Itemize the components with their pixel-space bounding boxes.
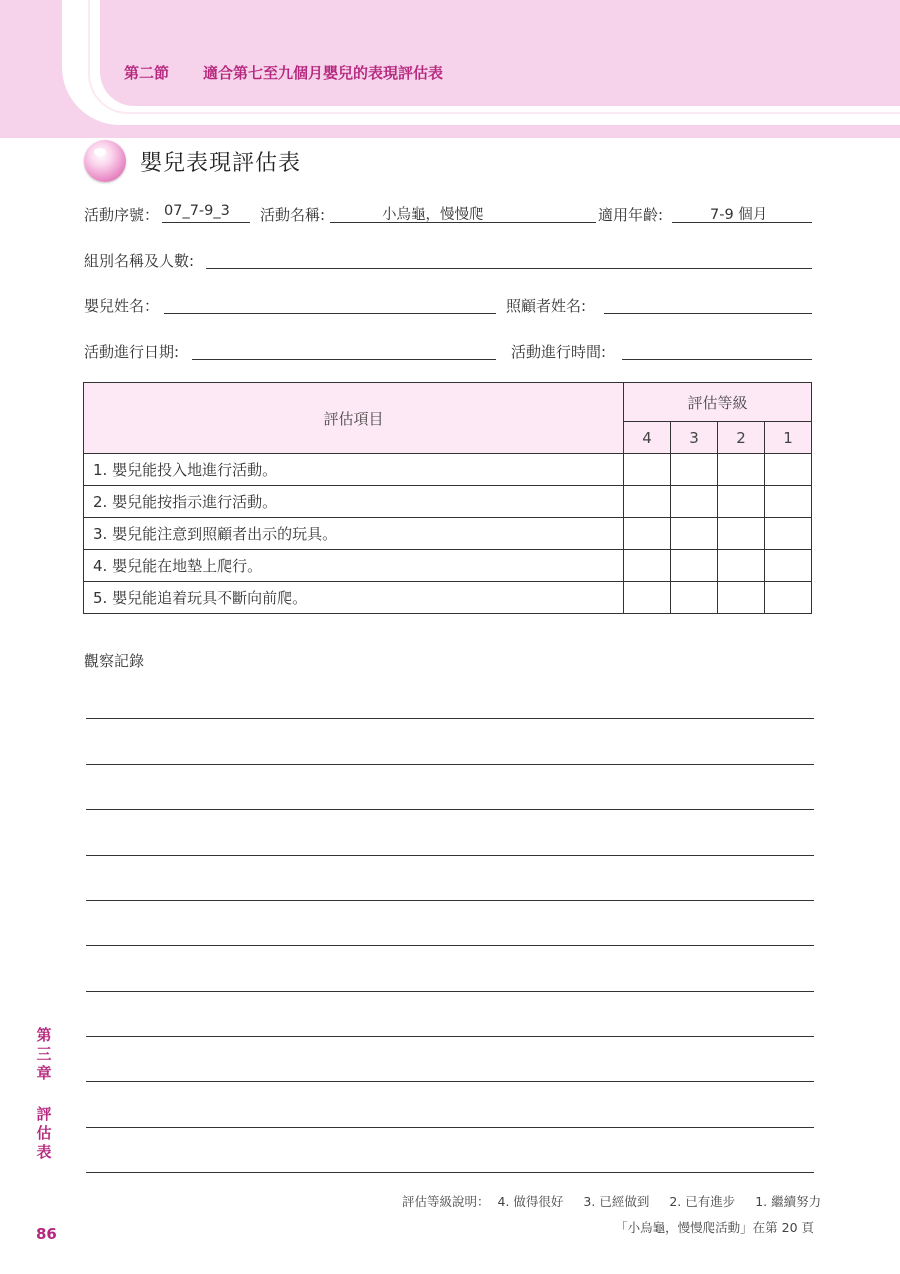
rating-cell[interactable]	[671, 454, 718, 486]
activity-name-value: 小烏龜，慢慢爬	[382, 207, 484, 223]
observation-line[interactable]	[86, 991, 814, 992]
chapter-sidebar	[36, 1026, 52, 1162]
header-title	[124, 62, 443, 83]
rating-cell[interactable]	[671, 582, 718, 614]
rating-cell[interactable]	[765, 550, 812, 582]
rating-cell[interactable]	[624, 454, 671, 486]
rating-cell[interactable]	[624, 518, 671, 550]
rating-cell[interactable]	[718, 582, 765, 614]
observation-line[interactable]	[86, 855, 814, 856]
legend-item: 1. 繼續努力	[755, 1194, 822, 1209]
observation-line[interactable]	[86, 764, 814, 765]
group-label: 組別名稱及人數:	[84, 252, 195, 270]
caregiver-field[interactable]	[604, 295, 812, 314]
topic-char: 估	[36, 1124, 52, 1142]
rating-cell[interactable]	[624, 550, 671, 582]
rating-cell[interactable]	[765, 582, 812, 614]
rating-cell[interactable]	[718, 550, 765, 582]
item-text: 3. 嬰兒能注意到照顧者出示的玩具。	[84, 518, 624, 550]
header-tab	[100, 0, 900, 106]
observation-line[interactable]	[86, 945, 814, 946]
activity-name-label: 活動名稱:	[260, 206, 326, 224]
observation-line[interactable]	[86, 1172, 814, 1173]
level-header: 評估等級	[624, 383, 812, 422]
observation-line[interactable]	[86, 1081, 814, 1082]
time-field[interactable]	[622, 341, 812, 360]
rating-cell[interactable]	[718, 454, 765, 486]
time-label: 活動進行時間:	[511, 343, 607, 361]
rating-cell[interactable]	[671, 486, 718, 518]
level-4-header: 4	[624, 422, 671, 454]
pearl-bullet-icon	[84, 140, 126, 182]
chapter-char: 三	[36, 1045, 52, 1063]
activity-no-value: 07_7-9_3	[164, 203, 230, 219]
observation-line[interactable]	[86, 900, 814, 901]
table-row	[84, 550, 812, 582]
item-text: 2. 嬰兒能按指示進行活動。	[84, 486, 624, 518]
evaluation-table	[83, 382, 812, 614]
date-label: 活動進行日期:	[84, 343, 180, 361]
activity-no-field[interactable]	[162, 204, 250, 223]
page-title: 嬰兒表現評估表	[140, 150, 302, 176]
baby-name-label: 嬰兒姓名：	[84, 297, 160, 315]
rating-cell[interactable]	[765, 518, 812, 550]
page-reference: 「小烏龜，慢慢爬活動」在第 20 頁	[615, 1220, 814, 1235]
caregiver-label: 照顧者姓名:	[506, 297, 587, 315]
table-row	[84, 518, 812, 550]
date-field[interactable]	[192, 341, 496, 360]
age-label: 適用年齡:	[598, 206, 664, 224]
age-field[interactable]	[672, 204, 812, 223]
level-1-header: 1	[765, 422, 812, 454]
age-value: 7-9 個月	[710, 207, 768, 223]
topic-char: 表	[36, 1143, 52, 1161]
table-row	[84, 486, 812, 518]
item-text: 1. 嬰兒能投入地進行活動。	[84, 454, 624, 486]
item-header: 評估項目	[84, 383, 624, 454]
rating-cell[interactable]	[765, 486, 812, 518]
legend-item: 4. 做得很好	[497, 1194, 564, 1209]
item-text: 4. 嬰兒能在地墊上爬行。	[84, 550, 624, 582]
observation-line[interactable]	[86, 809, 814, 810]
rating-cell[interactable]	[718, 518, 765, 550]
rating-cell[interactable]	[718, 486, 765, 518]
group-field[interactable]	[206, 250, 812, 269]
legend-lead: 評估等級說明：	[402, 1194, 490, 1209]
topic-char: 評	[36, 1105, 52, 1123]
chapter-char: 章	[36, 1064, 52, 1082]
rating-cell[interactable]	[765, 454, 812, 486]
level-legend	[402, 1192, 821, 1210]
section-title: 適合第七至九個月嬰兒的表現評估表	[203, 64, 444, 82]
rating-cell[interactable]	[624, 582, 671, 614]
activity-no-label: 活動序號：	[84, 206, 160, 224]
level-3-header: 3	[671, 422, 718, 454]
table-row	[84, 582, 812, 614]
rating-cell[interactable]	[624, 486, 671, 518]
table-row	[84, 454, 812, 486]
item-text: 5. 嬰兒能追着玩具不斷向前爬。	[84, 582, 624, 614]
chapter-char: 第	[36, 1026, 52, 1044]
title-row	[84, 140, 301, 182]
rating-cell[interactable]	[671, 518, 718, 550]
page-number: 86	[36, 1225, 57, 1243]
activity-name-field[interactable]	[330, 204, 596, 223]
observation-line[interactable]	[86, 1036, 814, 1037]
legend-item: 3. 已經做到	[583, 1194, 650, 1209]
section-label: 第二節	[124, 64, 170, 82]
level-2-header: 2	[718, 422, 765, 454]
observation-line[interactable]	[86, 718, 814, 719]
observation-label: 觀察記錄	[84, 652, 145, 670]
legend-item: 2. 已有進步	[669, 1194, 736, 1209]
rating-cell[interactable]	[671, 550, 718, 582]
baby-name-field[interactable]	[164, 295, 496, 314]
observation-line[interactable]	[86, 1127, 814, 1128]
